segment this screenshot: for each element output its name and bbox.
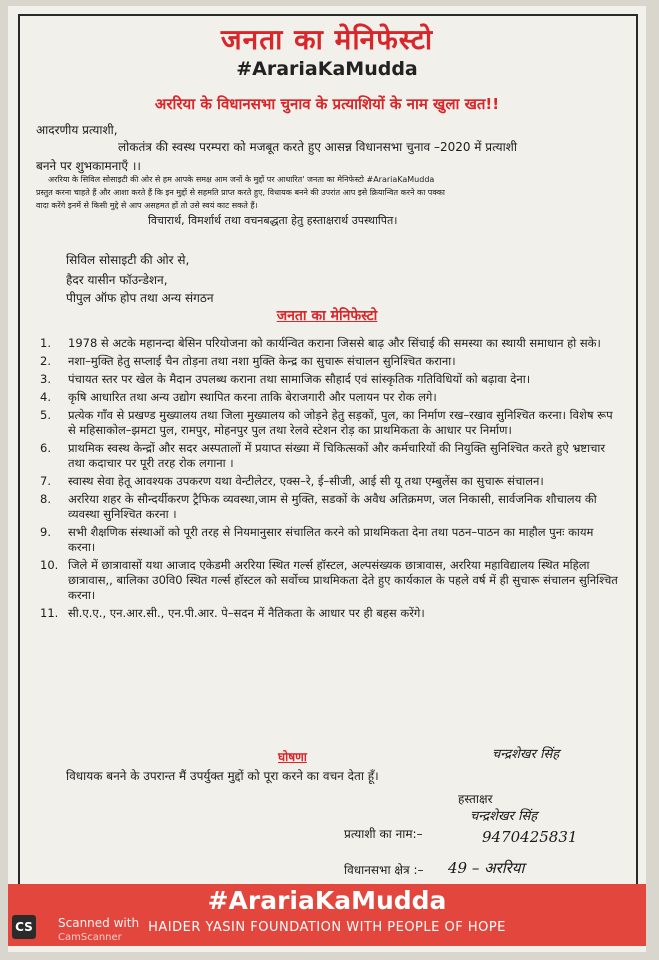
candidate-name-label: प्रत्याशी का नाम:– — [344, 827, 423, 841]
declaration-text: विधायक बनने के उपरान्त मैं उपर्युक्त मुद्दों को पूरा करने का वचन देता हूँ। — [66, 769, 379, 783]
list-item: 1. 1978 से अटके महानन्दा बेसिन परियोजना को कार्यन्वित कराना जिससे बाढ़ और सिंचाई की समस्या का स्थायी समाधान हो सके। — [40, 336, 601, 350]
sender-line-2: हैदर यासीन फॉउन्डेशन, — [66, 273, 168, 287]
letter-small-line-2: प्रस्तुत करना चाहते हैं और आशा करते हैं कि इन मुद्दों से सहमति प्राप्त करते हुए, विधायक बनने की उपरांत आप इसे क्रियान्वित करने का पक्का — [36, 188, 445, 197]
hashtag-header: #ArariaKaMudda — [236, 58, 418, 80]
letter-line-2: बनने पर शुभकामनाएँ ।। — [36, 159, 141, 173]
salutation: आदरणीय प्रत्याशी, — [36, 123, 118, 137]
sender-line-3: पीपुल ऑफ होप तथा अन्य संगठन — [66, 291, 214, 305]
scanner-watermark-line-1: Scanned with — [58, 916, 140, 930]
list-item: 5. प्रत्येक गाँव से प्रखण्ड मुख्यालय तथा जिला मुख्यालय को जोड़ने हेतु सड़कों, पुल, का निर्माण रख–रखाव सुनिश्चित करना। विशेष रूप से महिसाकोल–झमटा पुल, रामपुर, मोहनपुर पुल तथा रेलवे स्टेशन रोड़ का प्राथमिकता के आधार पर निर्माण। — [40, 408, 613, 437]
handwritten-signature: चन्द्रशेखर सिंह — [470, 809, 538, 824]
declaration-title: घोषणा — [278, 750, 307, 764]
list-item: 10. जिले में छात्रावासों यथा आजाद एकेडमी अररिया स्थित गर्ल्स हॉस्टल, अल्पसंख्यक छात्रावास, अररिया महाविद्यालय स्थित महिला छात्रावास,, बालिका उ0वि0 स्थित गर्ल्स हॉस्टल को सर्वोच्च प्राथमिकता देते हुए कार्यकाल के पहले वर्ष में ही सुचारू संचालन सुनिश्चित करना। — [40, 558, 618, 602]
handwritten-constituency: 49 – अररिया — [448, 859, 525, 877]
list-item: 3. पंचायत स्तर पर खेल के मैदान उपलब्ध कराना तथा सामाजिक सौहार्द एवं सांस्कृतिक गतिविधियों को बढ़ावा देना। — [40, 372, 531, 386]
list-item: 4. कृषि आधारित तथा अन्य उद्योग स्थापित करना ताकि बेराजगारी और पलायन पर रोक लगे। — [40, 390, 437, 404]
list-item: 9. सभी शैक्षणिक संस्थाओं को पूरी तरह से नियमानुसार संचालित करने को प्राथमिकता देना तथा पठन–पाठन का माहौल पुनः कायम करना। — [40, 525, 594, 554]
manifesto-document — [8, 6, 646, 952]
list-item: 6. प्राथमिक स्वस्थ केन्द्रों और सदर अस्पतालों में प्रयाप्त संख्या में चिकित्सकों और कर्मचारियों की नियुक्ति सुनिश्चित करते हुऐ भ्रष्टाचार तथा कदाचार पर पूरी तरह रोक लगाना । — [40, 441, 606, 470]
handwritten-name-top: चन्द्रशेखर सिंह — [492, 747, 560, 762]
signature-label: हस्ताक्षर — [458, 792, 493, 806]
list-item: 2. नशा–मुक्ति हेतु सप्लाई चैन तोड़ना तथा नशा मुक्ति केन्द्र का सुचारू संचालन सुनिश्चित कराना। — [40, 354, 456, 368]
letter-line-1: लोकतंत्र की स्वस्थ परम्परा को मजबूत करते हुए आसन्न विधानसभा चुनाव –2020 में प्रत्याशी — [118, 140, 517, 154]
handwritten-phone: 9470425831 — [482, 828, 578, 846]
list-item: 8. अररिया शहर के सौन्दर्यीकरण ट्रैफिक व्यवस्था,जाम से मुक्ति, सडकों के अवैध अतिक्रमण, जल निकासी, सार्वजनिक शौचालय की व्यवस्था सुनिश्चित करना । — [40, 492, 597, 521]
footer-organization: HAIDER YASIN FOUNDATION WITH PEOPLE OF HOPE — [148, 920, 506, 935]
constituency-label: विधानसभा क्षेत्र :– — [344, 863, 424, 877]
camscanner-logo-icon: CS — [12, 915, 36, 939]
scanner-watermark-line-2: CamScanner — [58, 932, 122, 943]
letter-closing: विचारार्थ, विमर्शार्थ तथा वचनबद्धता हेतु हस्ताक्षरार्थ उपस्थापित। — [148, 214, 398, 227]
manifesto-title: जनता का मेनिफेस्टो — [276, 308, 378, 324]
letter-small-line-3: वादा करेंगे इनमें से किसी मुद्दे से आप असहमत हों तो उसे स्वयं काट सकते हैं। — [36, 201, 258, 210]
footer-hashtag: #ArariaKaMudda — [207, 886, 447, 915]
open-letter-subtitle: अररिया के विधानसभा चुनाव के प्रत्याशियों के नाम खुला खत!! — [154, 95, 500, 113]
document-title: जनता का मेनिफेस्टो — [220, 23, 434, 56]
sender-line-1: सिविल सोसाइटी की ओर से, — [66, 253, 190, 267]
list-item: 11. सी.ए.ए., एन.आर.सी., एन.पी.आर. पे–सदन में नैतिकता के आधार पर ही बहस करेंगे। — [40, 606, 425, 620]
letter-small-line-1: अररिया के सिविल सोसाइटी की ओर से हम आपके समक्ष आम जनों के मुद्दों पर आधारित' जनता का मेनिफेस्टो #ArariaKaMudda — [48, 175, 435, 184]
manifesto-list — [40, 336, 620, 624]
list-item: 7. स्वास्थ सेवा हेतू आवश्यक उपकरण यथा वेन्टीलेटर, एक्स–रे, ई–सीजी, आई सी यू तथा एम्बुलेंस का सुचारू संचालन। — [40, 474, 544, 488]
